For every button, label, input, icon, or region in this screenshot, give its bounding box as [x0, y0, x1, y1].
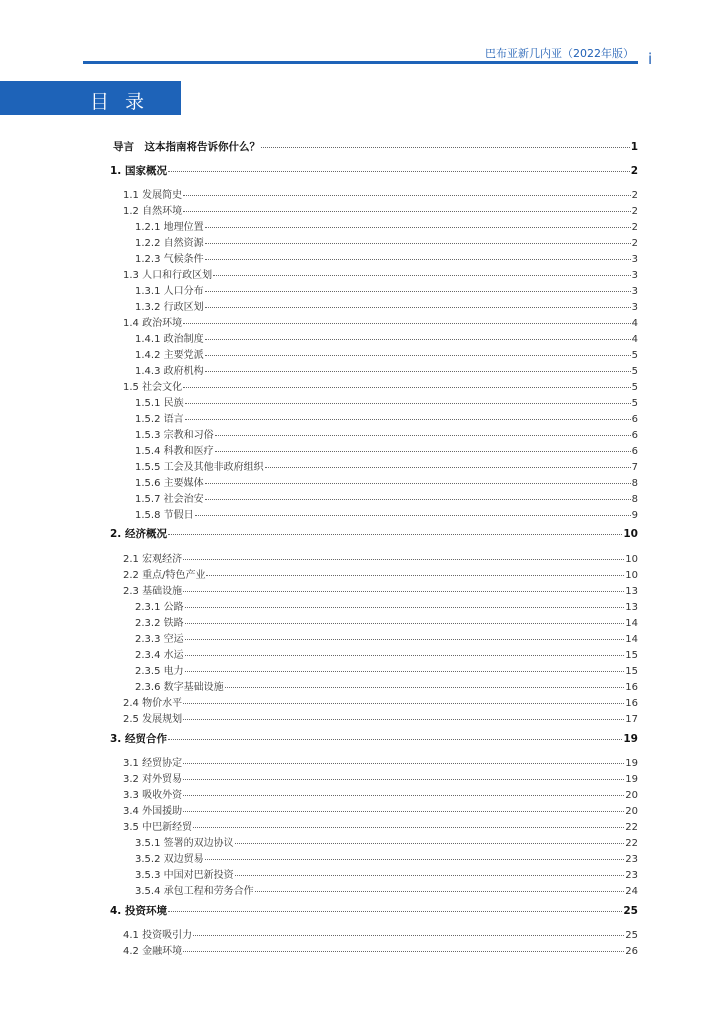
toc-subsection-entry[interactable] — [135, 598, 638, 613]
dot-leader — [235, 875, 625, 876]
toc-entry-label: 2.5 发展规划 — [123, 714, 183, 725]
toc-entry-label: 2.3.4 水运 — [135, 650, 184, 661]
dot-leader — [205, 291, 631, 292]
toc-entry-label: 3.5.4 承包工程和劳务合作 — [135, 886, 254, 897]
toc-entry-label: 1.1 发展简史 — [123, 190, 183, 201]
dot-leader — [205, 243, 631, 244]
toc-entry-page: 15 — [625, 666, 638, 677]
toc-subsection-entry[interactable] — [135, 234, 638, 249]
toc-entry-page: 10 — [623, 528, 638, 540]
toc-entry-page: 4 — [631, 334, 638, 345]
toc-section-entry[interactable] — [110, 163, 638, 178]
toc-entry-label: 2.1 宏观经济 — [123, 554, 183, 565]
toc-entry-label: 3.5 中巴新经贸 — [123, 822, 193, 833]
toc-entry-page: 9 — [631, 510, 638, 521]
toc-entry-label: 4.1 投资吸引力 — [123, 930, 193, 941]
toc-subsection-entry[interactable] — [135, 850, 638, 865]
toc-entry-label: 导言 这本指南将告诉你什么？ — [113, 141, 260, 153]
dot-leader — [183, 559, 624, 560]
toc-entry-label: 2.3.3 空运 — [135, 634, 184, 645]
toc-subsection-entry[interactable] — [123, 266, 638, 281]
toc-entry-label: 3. 经贸合作 — [110, 733, 167, 745]
toc-entry-label: 1.4.2 主要党派 — [135, 350, 204, 361]
toc-entry-page: 3 — [631, 254, 638, 265]
toc-subsection-entry[interactable] — [135, 394, 638, 409]
dot-leader — [185, 403, 631, 404]
toc-entry-label: 2.3 基础设施 — [123, 586, 183, 597]
toc-subsection-entry[interactable] — [135, 506, 638, 521]
toc-entry-page: 24 — [625, 886, 638, 897]
dot-leader — [195, 515, 631, 516]
toc-subsection-entry[interactable] — [135, 866, 638, 881]
toc-entry-label: 1.3.1 人口分布 — [135, 286, 204, 297]
toc-entry-label: 3.5.3 中国对巴新投资 — [135, 870, 234, 881]
toc-entry-page: 20 — [625, 790, 638, 801]
toc-section-entry[interactable] — [110, 731, 638, 746]
toc-entry-page: 10 — [625, 554, 638, 565]
toc-subsection-entry[interactable] — [123, 550, 638, 565]
toc-entry-page: 3 — [631, 286, 638, 297]
dot-leader — [205, 499, 631, 500]
dot-leader — [206, 575, 624, 576]
dot-leader — [185, 671, 625, 672]
toc-subsection-entry[interactable] — [123, 566, 638, 581]
toc-entry-page: 2 — [630, 165, 638, 177]
toc-entry-label: 3.2 对外贸易 — [123, 774, 183, 785]
toc-subsection-entry[interactable] — [135, 646, 638, 661]
dot-leader — [265, 467, 631, 468]
toc-subsection-entry[interactable] — [135, 678, 638, 693]
toc-entry-page: 22 — [625, 822, 638, 833]
toc-subsection-entry[interactable] — [135, 630, 638, 645]
dot-leader — [183, 591, 624, 592]
toc-entry-page: 2 — [631, 206, 638, 217]
dot-leader — [183, 763, 624, 764]
toc-entry-label: 1. 国家概况 — [110, 165, 167, 177]
toc-entry-label: 1.2 自然环境 — [123, 206, 183, 217]
toc-entry-page: 25 — [625, 930, 638, 941]
toc-subsection-entry[interactable] — [135, 458, 638, 473]
dot-leader — [213, 275, 631, 276]
toc-subsection-entry[interactable] — [123, 942, 638, 957]
dot-leader — [185, 623, 625, 624]
dot-leader — [205, 227, 631, 228]
toc-entry-label: 3.3 吸收外资 — [123, 790, 183, 801]
toc-entry-page: 5 — [631, 398, 638, 409]
dot-leader — [261, 147, 630, 148]
dot-leader — [183, 795, 624, 796]
dot-leader — [205, 371, 631, 372]
toc-entry-page: 19 — [623, 733, 638, 745]
toc-subsection-entry[interactable] — [135, 298, 638, 313]
dot-leader — [168, 171, 630, 172]
toc-subsection-entry[interactable] — [135, 882, 638, 897]
toc-entry-page: 6 — [631, 414, 638, 425]
toc-entry-page: 2 — [631, 222, 638, 233]
toc-entry-label: 3.5.2 双边贸易 — [135, 854, 204, 865]
toc-entry-page: 23 — [625, 854, 638, 865]
toc-subsection-entry[interactable] — [123, 786, 638, 801]
toc-entry-page: 14 — [625, 618, 638, 629]
toc-entry-label: 1.5.5 工会及其他非政府组织 — [135, 462, 264, 473]
toc-entry-page: 6 — [631, 446, 638, 457]
dot-leader — [235, 843, 625, 844]
toc-entry-page: 14 — [625, 634, 638, 645]
dot-leader — [183, 387, 631, 388]
toc-subsection-entry[interactable] — [123, 754, 638, 769]
toc-subsection-entry[interactable] — [135, 614, 638, 629]
dot-leader — [205, 259, 631, 260]
dot-leader — [183, 779, 624, 780]
toc-subsection-entry[interactable] — [123, 770, 638, 785]
dot-leader — [183, 195, 631, 196]
toc-entry-label: 1.5.4 科教和医疗 — [135, 446, 214, 457]
toc-entry-page: 2 — [631, 190, 638, 201]
toc-entry-page: 10 — [625, 570, 638, 581]
toc-heading: 目 录 — [90, 91, 150, 113]
toc-subsection-entry[interactable] — [123, 694, 638, 709]
dot-leader — [193, 827, 624, 828]
toc-subsection-entry[interactable] — [123, 378, 638, 393]
toc-subsection-entry[interactable] — [135, 442, 638, 457]
toc-entry-page: 26 — [625, 946, 638, 957]
toc-entry-page: 6 — [631, 430, 638, 441]
toc-entry-label: 4.2 金融环境 — [123, 946, 183, 957]
toc-subsection-entry[interactable] — [123, 582, 638, 597]
toc-subsection-entry[interactable] — [135, 662, 638, 677]
dot-leader — [185, 655, 625, 656]
toc-entry-page: 5 — [631, 382, 638, 393]
toc-entry-page: 3 — [631, 302, 638, 313]
dot-leader — [168, 534, 622, 535]
toc-subsection-entry[interactable] — [135, 330, 638, 345]
toc-entry-page: 25 — [623, 905, 638, 917]
toc-entry-label: 1.4 政治环境 — [123, 318, 183, 329]
dot-leader — [205, 307, 631, 308]
dot-leader — [183, 703, 624, 704]
toc-entry-page: 3 — [631, 270, 638, 281]
dot-leader — [185, 639, 625, 640]
dot-leader — [183, 811, 624, 812]
dot-leader — [215, 435, 631, 436]
dot-leader — [185, 607, 625, 608]
toc-entry-label: 4. 投资环境 — [110, 905, 167, 917]
toc-entry-page: 22 — [625, 838, 638, 849]
toc-entry-page: 1 — [630, 141, 638, 153]
toc-subsection-entry[interactable] — [135, 834, 638, 849]
toc-entry-label: 2.2 重点/特色产业 — [123, 570, 206, 581]
header-title: 巴布亚新几内亚（2022年版） — [485, 47, 634, 60]
toc-entry-page: 8 — [631, 494, 638, 505]
toc-subsection-entry[interactable] — [123, 186, 638, 201]
toc-entry-page: 5 — [631, 366, 638, 377]
toc-subsection-entry[interactable] — [135, 362, 638, 377]
toc-subsection-entry[interactable] — [135, 410, 638, 425]
toc-entry-label: 1.5.6 主要媒体 — [135, 478, 204, 489]
toc-entry-label: 1.2.2 自然资源 — [135, 238, 204, 249]
toc-entry-label: 2.3.2 铁路 — [135, 618, 184, 629]
toc-entry-label: 1.3.2 行政区划 — [135, 302, 204, 313]
toc-entry-page: 20 — [625, 806, 638, 817]
toc-subsection-entry[interactable] — [123, 314, 638, 329]
toc-entry-label: 1.2.1 地理位置 — [135, 222, 204, 233]
toc-entry-label: 1.4.3 政府机构 — [135, 366, 204, 377]
dot-leader — [183, 211, 631, 212]
toc-entry-page: 13 — [625, 586, 638, 597]
toc-subsection-entry[interactable] — [123, 818, 638, 833]
toc-entry-label: 1.5.3 宗教和习俗 — [135, 430, 214, 441]
toc-entry-label: 2.3.1 公路 — [135, 602, 184, 613]
dot-leader — [205, 339, 631, 340]
toc-entry-page: 23 — [625, 870, 638, 881]
toc-subsection-entry[interactable] — [123, 926, 638, 941]
toc-entry-page: 7 — [631, 462, 638, 473]
dot-leader — [225, 687, 625, 688]
toc-entry-page: 19 — [625, 774, 638, 785]
toc-entry-page: 2 — [631, 238, 638, 249]
dot-leader — [185, 419, 631, 420]
toc-entry-page: 4 — [631, 318, 638, 329]
toc-entry-label: 2.3.6 数字基础设施 — [135, 682, 224, 693]
toc-entry-label: 1.3 人口和行政区划 — [123, 270, 213, 281]
dot-leader — [215, 451, 631, 452]
toc-entry-label: 3.5.1 签署的双边协议 — [135, 838, 234, 849]
toc-section-entry[interactable] — [113, 139, 638, 154]
toc-subsection-entry[interactable] — [135, 426, 638, 441]
toc-subsection-entry[interactable] — [123, 202, 638, 217]
toc-entry-page: 17 — [625, 714, 638, 725]
toc-entry-label: 3.4 外国援助 — [123, 806, 183, 817]
toc-entry-label: 2.3.5 电力 — [135, 666, 184, 677]
toc-subsection-entry[interactable] — [135, 250, 638, 265]
toc-entry-label: 2. 经济概况 — [110, 528, 167, 540]
toc-entry-label: 1.5 社会文化 — [123, 382, 183, 393]
toc-entry-page: 15 — [625, 650, 638, 661]
toc-entry-label: 1.4.1 政治制度 — [135, 334, 204, 345]
dot-leader — [168, 911, 622, 912]
toc-subsection-entry[interactable] — [135, 218, 638, 233]
dot-leader — [205, 355, 631, 356]
toc-entry-label: 1.5.2 语言 — [135, 414, 184, 425]
dot-leader — [183, 323, 631, 324]
toc-entry-page: 5 — [631, 350, 638, 361]
toc-entry-page: 16 — [625, 682, 638, 693]
toc-subsection-entry[interactable] — [135, 282, 638, 297]
dot-leader — [168, 739, 622, 740]
toc-entry-label: 1.5.1 民族 — [135, 398, 184, 409]
toc-subsection-entry[interactable] — [135, 490, 638, 505]
page-number: i — [648, 50, 653, 68]
toc-section-entry[interactable] — [110, 526, 638, 541]
toc-section-entry[interactable] — [110, 903, 638, 918]
toc-entry-page: 8 — [631, 478, 638, 489]
dot-leader — [183, 951, 624, 952]
toc-subsection-entry[interactable] — [123, 802, 638, 817]
toc-entry-label: 3.1 经贸协定 — [123, 758, 183, 769]
dot-leader — [255, 891, 625, 892]
toc-entry-page: 13 — [625, 602, 638, 613]
dot-leader — [183, 719, 624, 720]
toc-entry-label: 1.5.8 节假日 — [135, 510, 194, 521]
toc-entry-label: 2.4 物价水平 — [123, 698, 183, 709]
toc-subsection-entry[interactable] — [135, 346, 638, 361]
dot-leader — [205, 483, 631, 484]
dot-leader — [193, 935, 624, 936]
toc-entry-label: 1.2.3 气候条件 — [135, 254, 204, 265]
dot-leader — [205, 859, 625, 860]
toc-entry-label: 1.5.7 社会治安 — [135, 494, 204, 505]
toc-entry-page: 19 — [625, 758, 638, 769]
toc-subsection-entry[interactable] — [135, 474, 638, 489]
toc-entry-page: 16 — [625, 698, 638, 709]
toc-subsection-entry[interactable] — [123, 710, 638, 725]
